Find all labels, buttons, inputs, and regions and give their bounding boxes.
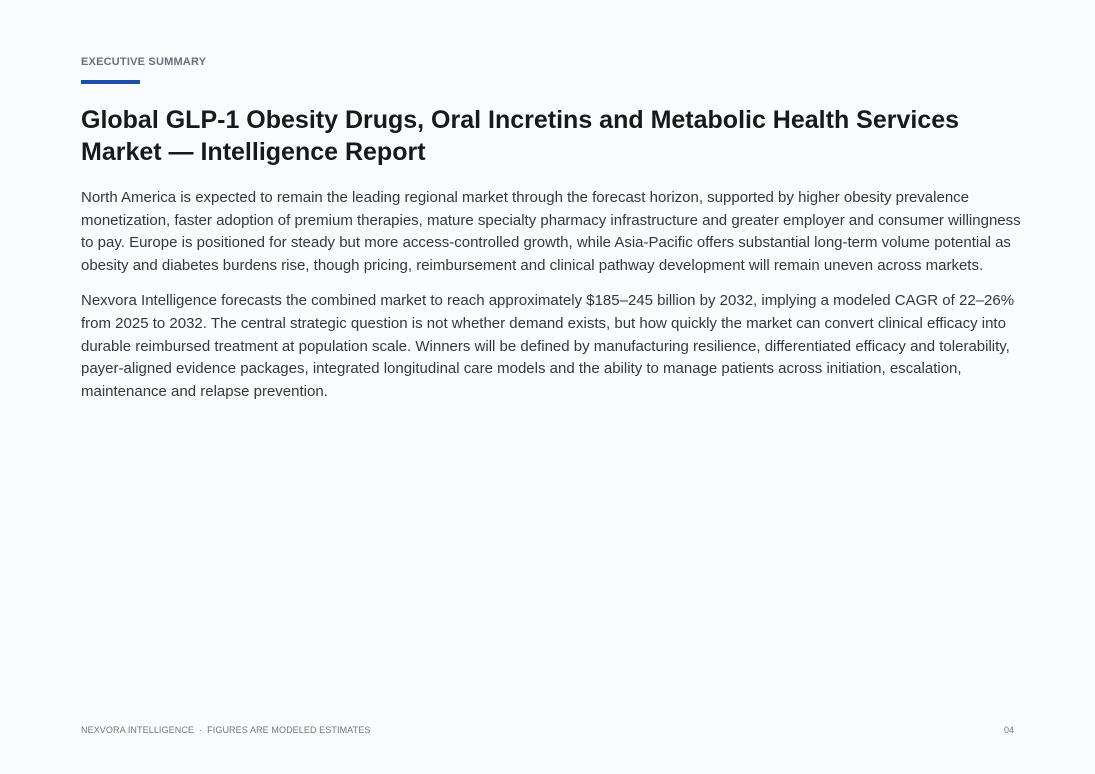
footer-note: FIGURES ARE MODELED ESTIMATES <box>207 725 371 735</box>
summary-paragraph: North America is expected to remain the leading regional market through the forecast horizon, supported by higher obesity prevalence monetization, faster adoption of premium therapies, mature specialty pharmacy infrastructure and greater employer and consumer willingness to pay. Europe is positioned for steady but more access-controlled growth, while Asia-Pacific offers substantial long-term volume potential as obesity and diabetes burdens rise, though pricing, reimbursement and clinical pathway development will remain uneven across markets. <box>81 189 1021 274</box>
footer-left <box>81 725 370 735</box>
page-title: Global GLP-1 Obesity Drugs, Oral Incretins and Metabolic Health Services Market — Intelligence Report <box>81 106 960 166</box>
footer-separator: · <box>199 725 203 735</box>
accent-rule <box>81 80 140 84</box>
section-label: EXECUTIVE SUMMARY <box>81 56 207 68</box>
summary-body <box>81 187 1021 416</box>
page-number: 04 <box>1003 725 1014 735</box>
footer-brand: NEXVORA INTELLIGENCE <box>81 725 195 735</box>
summary-paragraph: Nexvora Intelligence forecasts the combined market to reach approximately $185–245 billion by 2032, implying a modeled CAGR of 22–26% from 2025 to 2032. The central strategic question is not whether demand exists, but how quickly the market can convert clinical efficacy into durable reimbursed treatment at population scale. Winners will be defined by manufacturing resilience, differentiated efficacy and tolerability, payer-aligned evidence packages, integrated longitudinal care models and the ability to manage patients across initiation, escalation, maintenance and relapse prevention. <box>81 292 1015 400</box>
